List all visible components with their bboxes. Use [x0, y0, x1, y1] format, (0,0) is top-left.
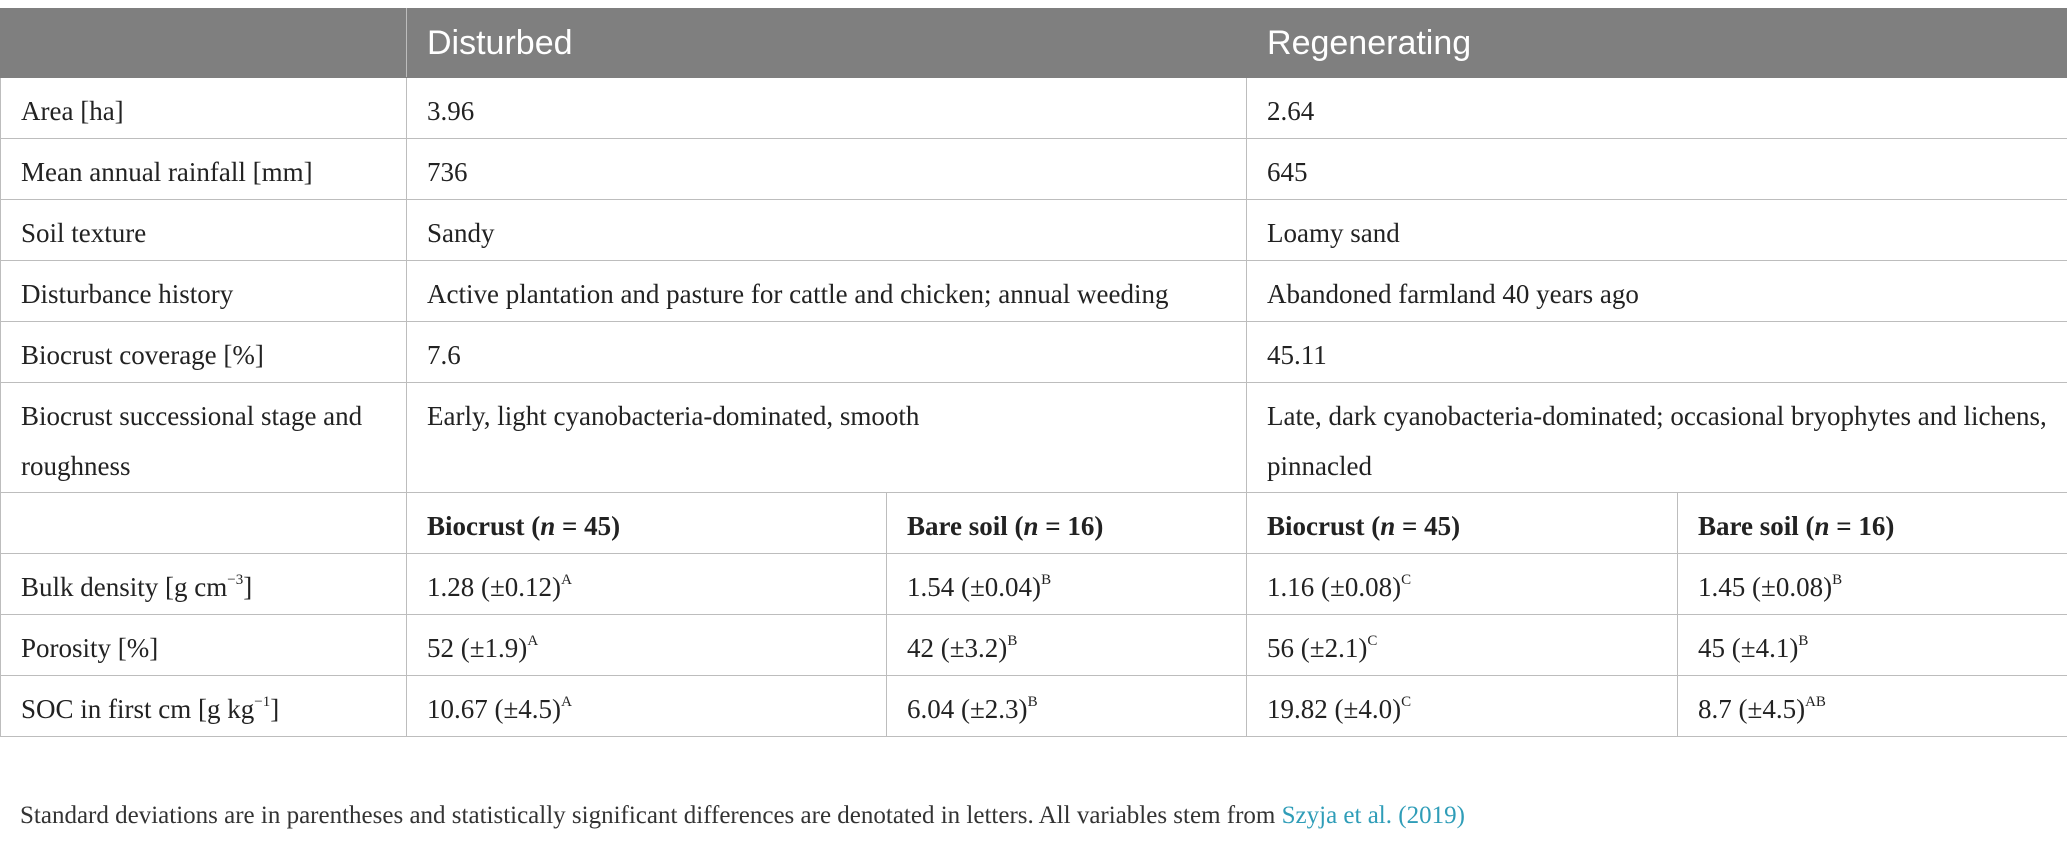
disturbed-value: Sandy: [407, 200, 1247, 261]
table-cell: 1.54 $(\pm 0.04)^B$: [887, 554, 1247, 615]
table-row-biocrust-coverage: [1, 322, 2067, 383]
disturbed-value: 736: [407, 139, 1247, 200]
regenerating-value: Abandoned farmland 40 years ago: [1247, 261, 2067, 322]
table-row-porosity: [1, 615, 2067, 676]
subheader-disturbed-biocrust: Biocrust (n = 45): [407, 493, 887, 554]
row-label: Mean annual rainfall [mm]: [1, 139, 407, 200]
row-label: Soil texture: [1, 200, 407, 261]
table-cell: 10.67 $(\pm 4.5)^A$: [407, 676, 887, 737]
row-label: SOC in first cm [g $kg^{-1}$]: [1, 676, 407, 737]
row-label: Bulk density [g $cm^{-3}$]: [1, 554, 407, 615]
table-cell: 8.7 $(\pm 4.5)^{AB}$: [1678, 676, 2067, 737]
subheader-disturbed-bare-soil: Bare soil (n = 16): [887, 493, 1247, 554]
footnote-text: Standard deviations are in parentheses and statistically significant differences are denotated in letters. All variables stem from: [20, 802, 1282, 829]
table-cell: 1.28 $(\pm 0.12)^A$: [407, 554, 887, 615]
subheader-regenerating-biocrust: Biocrust (n = 45): [1247, 493, 1678, 554]
table-subheader-row: [1, 493, 2067, 554]
table-row-disturbance-history: [1, 261, 2067, 322]
row-label: Biocrust coverage [%]: [1, 322, 407, 383]
regenerating-value: Late, dark cyanobacteria-dominated; occasional bryophytes and lichens, pinnacled: [1247, 383, 2067, 493]
table-cell: 42 $(\pm 3.2)^B$: [887, 615, 1247, 676]
regenerating-value: Loamy sand: [1247, 200, 2067, 261]
header-regenerating: Regenerating: [1247, 9, 2067, 78]
table-cell: 45 $(\pm 4.1)^B$: [1678, 615, 2067, 676]
subheader-empty-cell: [1, 493, 407, 554]
subheader-regenerating-bare-soil: Bare soil (n = 16): [1678, 493, 2067, 554]
table-cell: 19.82 $(\pm 4.0)^C$: [1247, 676, 1678, 737]
table-cell: 1.45 $(\pm 0.08)^B$: [1678, 554, 2067, 615]
table-cell: 56 $(\pm 2.1)^C$: [1247, 615, 1678, 676]
regenerating-value: 45.11: [1247, 322, 2067, 383]
disturbed-value: 3.96: [407, 78, 1247, 139]
table-cell: 6.04 $(\pm 2.3)^B$: [887, 676, 1247, 737]
regenerating-value: 645: [1247, 139, 2067, 200]
regenerating-value: 2.64: [1247, 78, 2067, 139]
table-row-bulk-density: [1, 554, 2067, 615]
table-cell: 52 $(\pm 1.9)^A$: [407, 615, 887, 676]
row-label: Area [ha]: [1, 78, 407, 139]
table-row-area: [1, 78, 2067, 139]
site-characteristics-table: [0, 8, 2067, 737]
table-cell: 1.16 $(\pm 0.08)^C$: [1247, 554, 1678, 615]
citation-link[interactable]: Szyja et al. (2019): [1281, 802, 1465, 829]
disturbed-value: Early, light cyanobacteria-dominated, smooth: [407, 383, 1247, 493]
table-row-soc: [1, 676, 2067, 737]
header-empty-cell: [1, 9, 407, 78]
table-header-row: [1, 9, 2067, 78]
row-label: Porosity [%]: [1, 615, 407, 676]
table-row-rainfall: [1, 139, 2067, 200]
table-row-soil-texture: [1, 200, 2067, 261]
table-row-successional-stage: [1, 383, 2067, 493]
header-disturbed: Disturbed: [407, 9, 1247, 78]
row-label: Biocrust successional stage and roughness: [1, 383, 407, 493]
row-label: Disturbance history: [1, 261, 407, 322]
table-footnote: [20, 802, 1465, 830]
disturbed-value: Active plantation and pasture for cattle and chicken; annual weeding: [407, 261, 1247, 322]
disturbed-value: 7.6: [407, 322, 1247, 383]
